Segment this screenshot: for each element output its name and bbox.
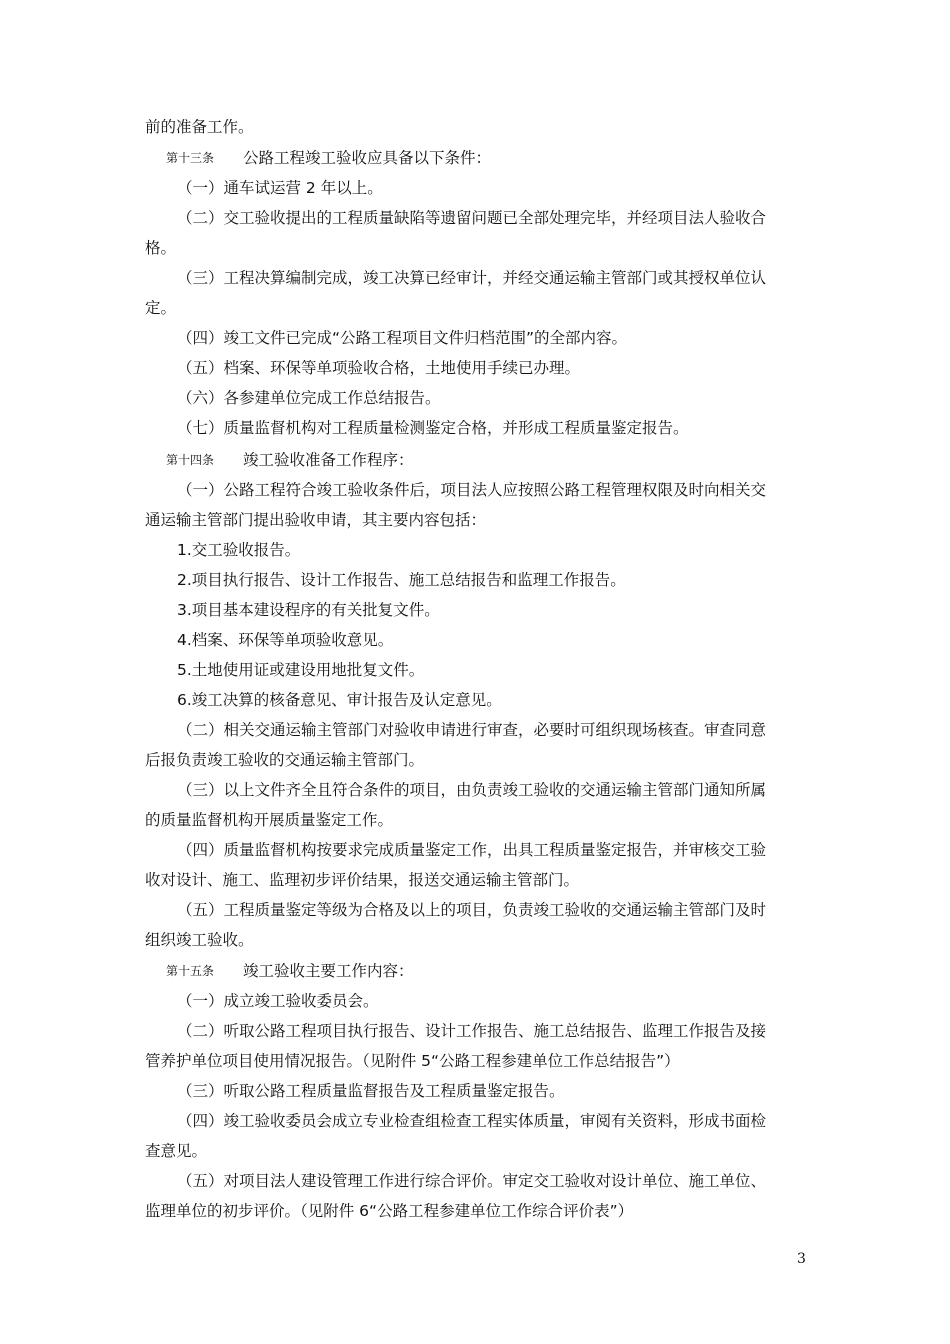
paragraph-line: 通运输主管部门提出验收申请，其主要内容包括： — [145, 511, 487, 529]
paragraph-line: （五）对项目法人建设管理工作进行综合评价。审定交工验收对设计单位、施工单位、 — [177, 1172, 767, 1190]
list-item: 1.交工验收报告。 — [177, 541, 301, 559]
paragraph-line: （二）听取公路工程项目执行报告、设计工作报告、施工总结报告、监理工作报告及接 — [177, 1022, 767, 1040]
paragraph-line: 监理单位的初步评价。（见附件 6“公路工程参建单位工作综合评价表”） — [145, 1202, 634, 1220]
paragraph-line: （六）各参建单位完成工作总结报告。 — [177, 389, 441, 407]
article-number: 第十三条 — [166, 151, 215, 165]
paragraph-line: 管养护单位项目使用情况报告。（见附件 5“公路工程参建单位工作总结报告”） — [145, 1052, 680, 1070]
paragraph-line: （二）交工验收提出的工程质量缺陷等遗留问题已全部处理完毕，并经项目法人验收合 — [177, 209, 767, 227]
paragraph-line: （三）工程决算编制完成，竣工决算已经审计，并经交通运输主管部门或其授权单位认 — [177, 269, 767, 287]
article-title: 竣工验收准备工作程序： — [243, 451, 414, 469]
paragraph-line: 后报负责竣工验收的交通运输主管部门。 — [145, 751, 425, 769]
paragraph-line: 定。 — [145, 299, 177, 317]
article-title: 竣工验收主要工作内容： — [243, 962, 414, 980]
paragraph-line: （一）公路工程符合竣工验收条件后，项目法人应按照公路工程管理权限及时向相关交 — [177, 481, 767, 499]
article-title: 公路工程竣工验收应具备以下条件： — [243, 149, 492, 167]
article-number: 第十四条 — [166, 453, 215, 467]
list-item: 6.竣工决算的核备意见、审计报告及认定意见。 — [177, 691, 502, 709]
page-number: 3 — [797, 1251, 806, 1267]
paragraph-line: （四）竣工文件已完成“公路工程项目文件归档范围”的全部内容。 — [177, 329, 628, 347]
list-item: 2.项目执行报告、设计工作报告、施工总结报告和监理工作报告。 — [177, 571, 626, 589]
list-item: 4.档案、环保等单项验收意见。 — [177, 631, 394, 649]
paragraph-line: 前的准备工作。 — [145, 118, 254, 136]
article-number: 第十五条 — [166, 964, 215, 978]
paragraph-line: （四）质量监督机构按要求完成质量鉴定工作，出具工程质量鉴定报告，并审核交工验 — [177, 841, 767, 859]
paragraph-line: 的质量监督机构开展质量鉴定工作。 — [145, 811, 394, 829]
paragraph-line: （二）相关交通运输主管部门对验收申请进行审查，必要时可组织现场核查。审查同意 — [177, 721, 767, 739]
paragraph-line: （三）以上文件齐全且符合条件的项目，由负责竣工验收的交通运输主管部门通知所属 — [177, 781, 767, 799]
paragraph-line: （五）档案、环保等单项验收合格，土地使用手续已办理。 — [177, 359, 581, 377]
paragraph-line: （四）竣工验收委员会成立专业检查组检查工程实体质量，审阅有关资料，形成书面检 — [177, 1112, 767, 1130]
paragraph-line: 查意见。 — [145, 1142, 208, 1160]
paragraph-line: 格。 — [145, 239, 177, 257]
paragraph-line: 组织竣工验收。 — [145, 931, 254, 949]
list-item: 3.项目基本建设程序的有关批复文件。 — [177, 601, 440, 619]
paragraph-line: （一）通车试运营 2 年以上。 — [177, 179, 383, 197]
list-item: 5.土地使用证或建设用地批复文件。 — [177, 661, 425, 679]
paragraph-line: （三）听取公路工程质量监督报告及工程质量鉴定报告。 — [177, 1082, 565, 1100]
paragraph-line: （五）工程质量鉴定等级为合格及以上的项目，负责竣工验收的交通运输主管部门及时 — [177, 901, 767, 919]
paragraph-line: （一）成立竣工验收委员会。 — [177, 992, 379, 1010]
paragraph-line: 收对设计、施工、监理初步评价结果，报送交通运输主管部门。 — [145, 871, 580, 889]
paragraph-line: （七）质量监督机构对工程质量检测鉴定合格，并形成工程质量鉴定报告。 — [177, 419, 689, 437]
